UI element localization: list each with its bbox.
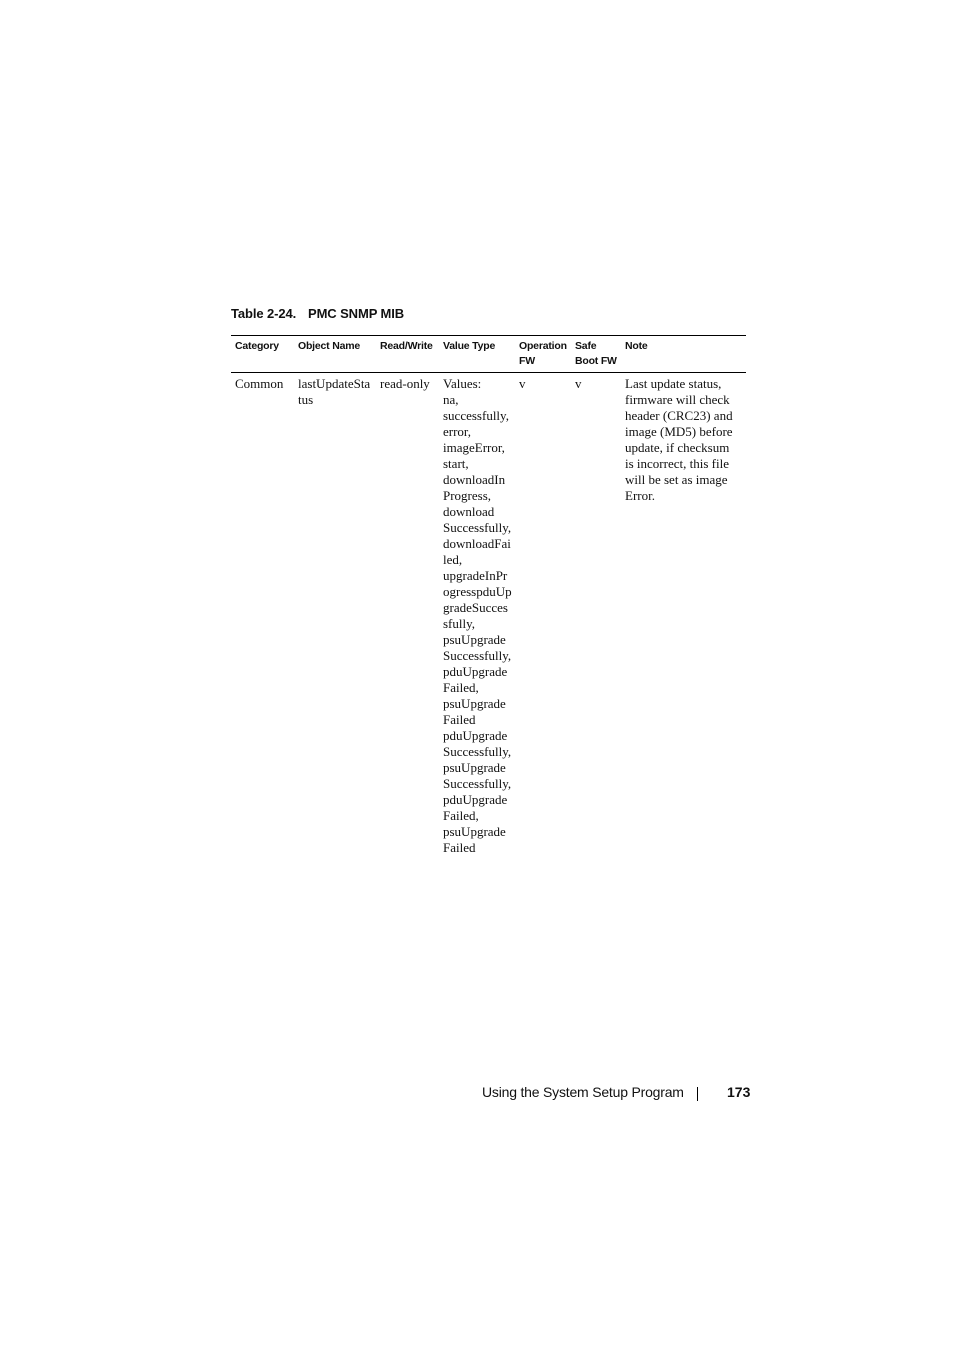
header-value-type: Value Type <box>443 340 496 352</box>
header-read-write: Read/Write <box>380 340 433 352</box>
cell-note: Last update status, firmware will check header (CRC23) and image (MD5) before update, if checksum is incorrect, this file will be set as image Error. <box>625 376 733 503</box>
header-object-name: Object Name <box>298 340 360 352</box>
footer-divider <box>697 1087 698 1101</box>
header-note: Note <box>625 340 648 352</box>
header-category: Category <box>235 340 279 352</box>
table-caption <box>231 306 404 321</box>
table-caption-title: PMC SNMP MIB <box>308 306 405 321</box>
footer-section-title: Using the System Setup Program <box>482 1084 684 1100</box>
cell-value-type: Values: na, successfully, error, imageError, start, downloadIn Progress, download Successfully, downloadFai led, upgradeInPr ogresspduUp gradeSucces sfully, psuUpgrade Successfully, pduUpgrade Failed, psuUpgrade Failed pduUpgrade Successfully, psuUpgrade Successfully, pduUpgrade Failed, psuUpgrade Failed <box>443 376 512 855</box>
table-top-rule <box>231 335 746 336</box>
page-number: 173 <box>727 1084 751 1100</box>
cell-object-name: lastUpdateSta tus <box>298 376 371 407</box>
table-header-rule <box>231 372 746 373</box>
header-operation-fw: Operation FW <box>519 340 567 367</box>
header-safe-boot-fw: Safe Boot FW <box>575 340 617 367</box>
table-caption-number: Table 2-24. <box>231 306 297 321</box>
cell-read-write: read-only <box>380 376 430 391</box>
cell-operation-fw: v <box>519 376 526 391</box>
cell-safe-boot-fw: v <box>575 376 582 391</box>
cell-category: Common <box>235 376 284 391</box>
